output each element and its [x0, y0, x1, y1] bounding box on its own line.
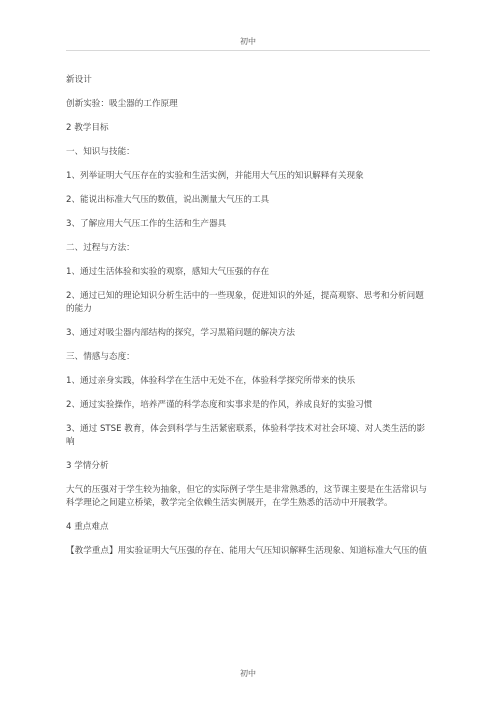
- paragraph-item: 3、通过对吸尘器内部结构的探究，学习黑箱问题的解决方法: [66, 328, 295, 338]
- heading-key-difficulties: 4 重点难点: [66, 522, 109, 532]
- paragraph-analysis: 大气的压强对于学生较为抽象，但它的实际例子学生是非常熟悉的，这节课主要是在生活常识与科学理论之间建立桥梁，教学完全依赖生活实例展开，在学生熟悉的活动中开展教学。: [66, 485, 427, 508]
- page-footer: 初中: [240, 669, 256, 678]
- paragraph-item: 1、通过生活体验和实验的观察，感知大气压强的存在: [66, 267, 270, 277]
- experiment-title: 创新实验：吸尘器的工作原理: [66, 99, 178, 109]
- paragraph-teaching-focus: 【教学重点】用实验证明大气压强的存在、能用大气压知识解释生活现象、知道标准大气压的值: [66, 546, 427, 556]
- paragraph-item: 3、了解应用大气压工作的生活和生产器具: [66, 219, 227, 229]
- paragraph-item: 2、通过已知的理论知识分析生活中的一些现象，促进知识的外延，提高观察、思考和分析问题的能力: [66, 291, 424, 314]
- section-label: 新设计: [66, 75, 92, 85]
- page-header: 初中: [240, 37, 256, 46]
- paragraph-item: 1、列举证明大气压存在的实验和生活实例，并能用大气压的知识解释有关现象: [66, 171, 364, 181]
- heading-student-analysis: 3 学情分析: [66, 461, 109, 471]
- subheading-knowledge-skills: 一、知识与技能：: [66, 147, 135, 157]
- heading-teaching-goals: 2 教学目标: [66, 123, 109, 133]
- header-divider: [66, 50, 430, 51]
- paragraph-item: 2、能说出标准大气压的数值，说出测量大气压的工具: [66, 195, 270, 205]
- paragraph-item: 1、通过亲身实践，体验科学在生活中无处不在，体验科学探究所带来的快乐: [66, 376, 356, 386]
- document-body: [66, 74, 428, 558]
- subheading-emotion-attitude: 三、情感与态度：: [66, 352, 135, 362]
- paragraph-item: 2、通过实验操作，培养严谨的科学态度和实事求是的作风，养成良好的实验习惯: [66, 400, 373, 410]
- paragraph-item: 3、通过 STSE 教育，体会到科学与生活紧密联系，体验科学技术对社会环境、对人类生活的影响: [66, 424, 426, 447]
- subheading-process-methods: 二、过程与方法：: [66, 243, 135, 253]
